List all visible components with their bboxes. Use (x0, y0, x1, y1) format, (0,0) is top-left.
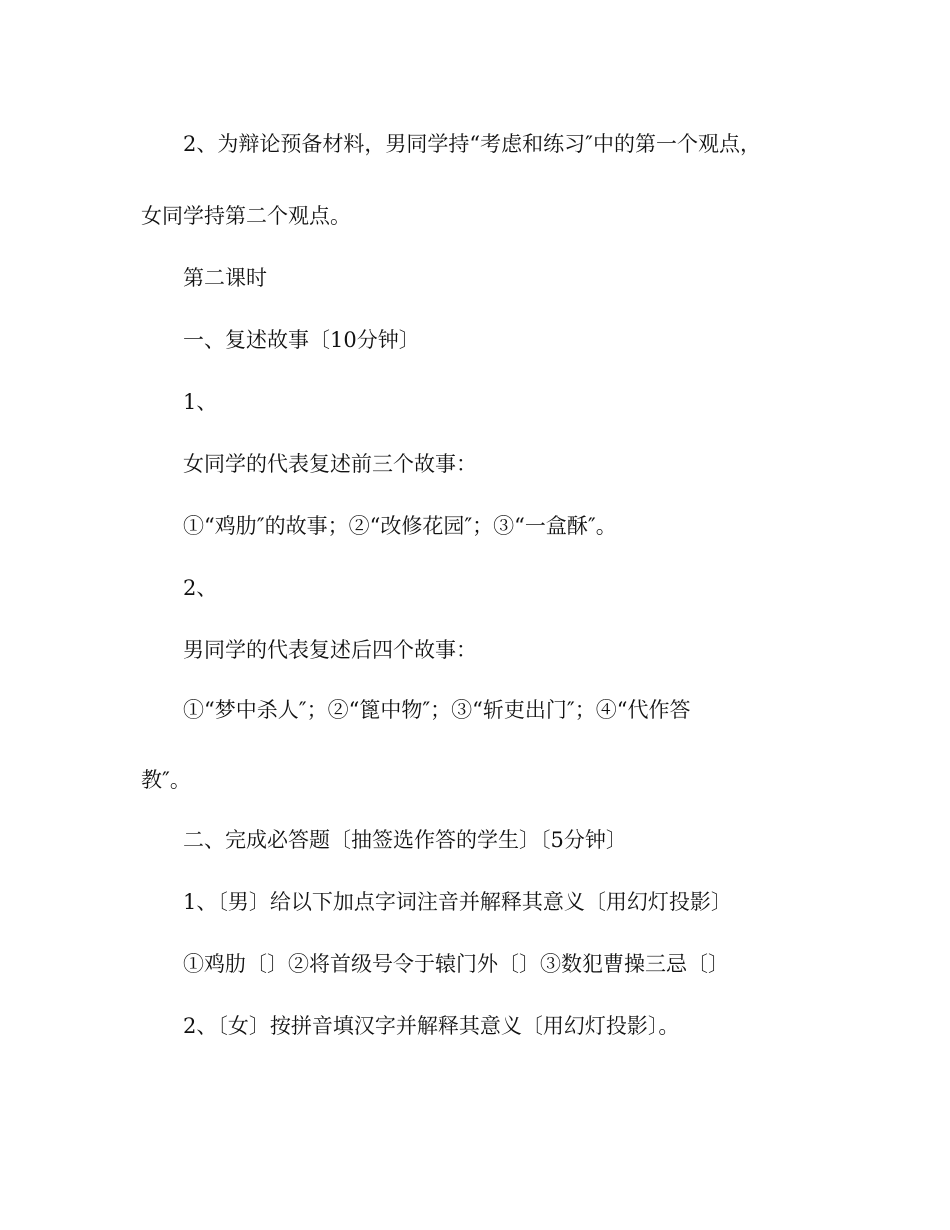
question-boys: 1、〔男〕给以下加点字词注音并解释其意义〔用幻灯投影〕 (183, 890, 732, 914)
list-number-2: 2、 (183, 576, 218, 600)
paragraph-girls-retell: 女同学的代表复述前三个故事： (183, 452, 477, 476)
heading-required-questions: 二、完成必答题〔抽签选作答的学生〕〔5分钟〕 (183, 828, 627, 852)
question-boys-items: ①鸡肋〔〕②将首级号令于辕门外〔〕③数犯曹操三忌〔〕 (183, 952, 729, 976)
story-list-girls: ①“鸡肋″的故事；②“改修花园″；③“一盒酥″。 (183, 514, 617, 538)
story-list-boys-continued: 教″。 (141, 768, 191, 792)
paragraph-debate-prep-continued: 女同学持第二个观点。 (141, 204, 351, 228)
question-girls: 2、〔女〕按拼音填汉字并解释其意义〔用幻灯投影〕。 (183, 1014, 680, 1038)
story-list-boys: ①“梦中杀人″；②“篦中物″；③“斩吏出门″；④“代作答 (183, 698, 691, 722)
paragraph-boys-retell: 男同学的代表复述后四个故事： (183, 638, 477, 662)
section-heading-second-lesson: 第二课时 (183, 266, 267, 290)
list-number-1: 1、 (183, 390, 218, 414)
paragraph-debate-prep: 2、为辩论预备材料，男同学持“考虑和练习″中的第一个观点， (183, 132, 761, 156)
heading-retell-stories: 一、复述故事〔10分钟〕 (183, 328, 420, 352)
